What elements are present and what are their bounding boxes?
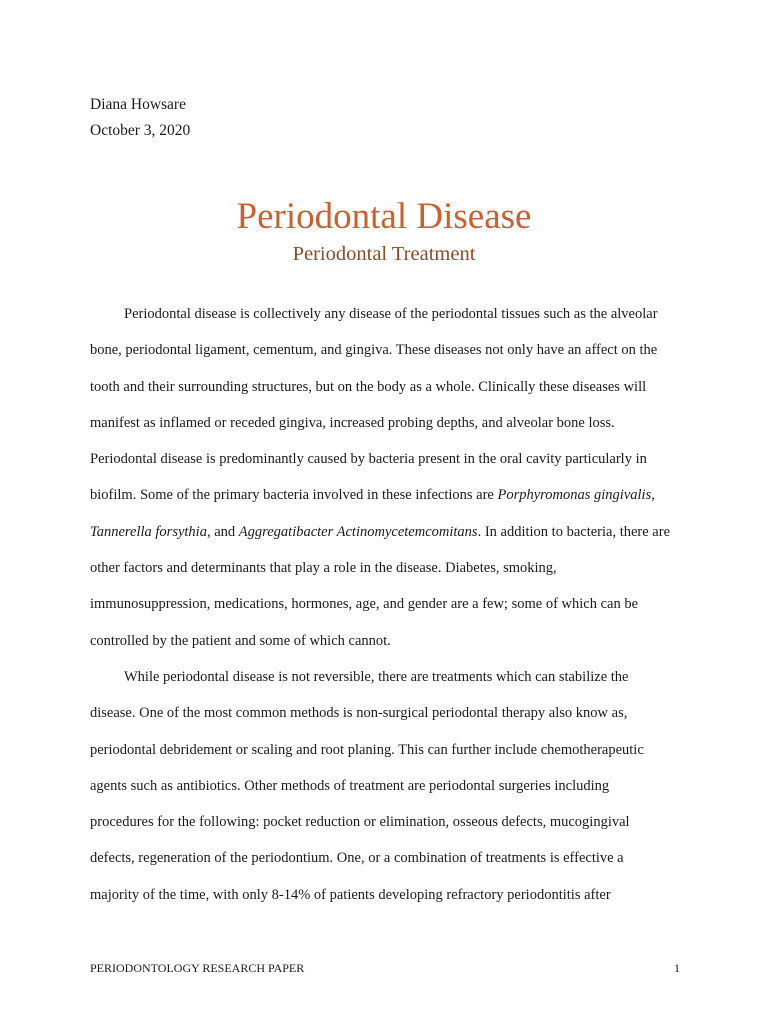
bacteria-name-1: Porphyromonas gingivalis: [497, 487, 652, 504]
paragraph-1-part-1: Periodontal disease is collectively any disease of the periodontal tissues such as the alveolar bone, periodontal ligament, cementum, and gingiva. These diseases not only have an affect on the tooth and their surrounding structures, but on the body as a whole. Clinically these diseases will manifest as inflamed or receded gingiva, increased probing depths, and alveolar bone loss. Periodontal disease is predominantly caused by bacteria present in the oral cavity particularly in biofilm. Some of the primary bacteria involved in these infections are: [90, 306, 658, 504]
body-text: [90, 296, 675, 913]
paragraph-1-part-2: . In addition to bacteria, there are other factors and determinants that play a role in the disease. Diabetes, smoking, immunosuppression, medications, hormones, age, and gender are a few; some of which can be controlled by the patient and some of which cannot.: [90, 523, 670, 649]
separator-2: , and: [206, 523, 239, 540]
running-title: PERIODONTOLOGY RESEARCH PAPER: [90, 961, 305, 975]
bacteria-name-2: Tannerella forsythia: [90, 523, 207, 540]
page-footer: [90, 960, 680, 976]
separator-1: ,: [651, 487, 655, 504]
author-name: Diana Howsare: [90, 96, 186, 113]
page-number: 1: [674, 961, 680, 975]
document-date: October 3, 2020: [90, 122, 191, 139]
paragraph-1: [90, 296, 675, 659]
page-title: Periodontal Disease: [236, 196, 532, 237]
bacteria-name-3: Aggregatibacter Actinomycetemcomitans: [238, 523, 478, 540]
author-block: [90, 92, 190, 144]
paragraph-2: While periodontal disease is not reversible, there are treatments which can stabilize the disease. One of the most common methods is non-surgical periodontal therapy also know as, periodontal debridement or scaling and root planing. This can further include chemotherapeutic agents such as antibiotics. Other methods of treatment are periodontal surgeries including procedures for the following: pocket reduction or elimination, osseous defects, mucogingival defects, regeneration of the periodontium. One, or a combination of treatments is effective a majority of the time, with only 8-14% of patients developing refractory periodontitis after: [90, 668, 644, 903]
page-subtitle: Periodontal Treatment: [292, 243, 476, 265]
